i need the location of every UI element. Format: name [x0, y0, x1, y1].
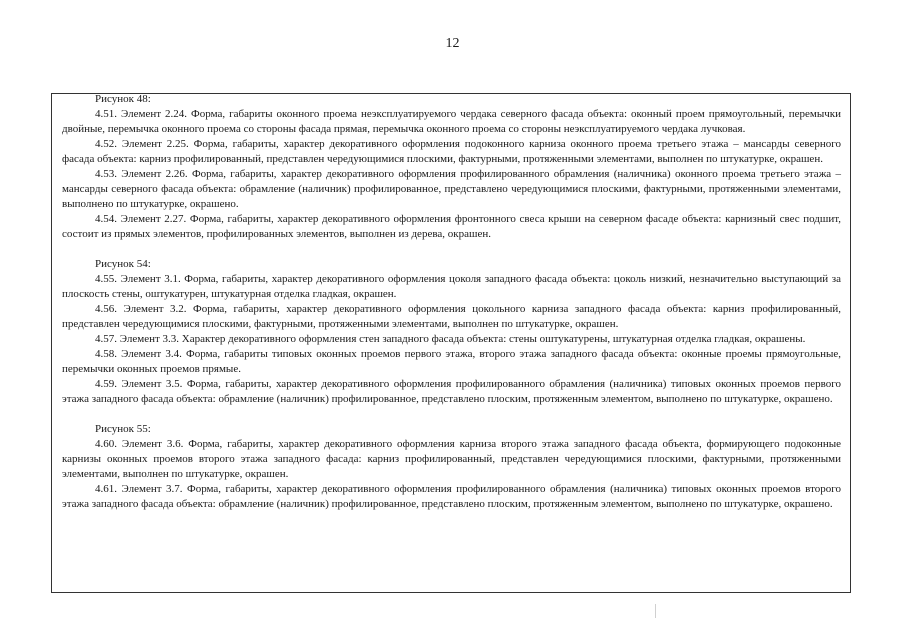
paragraph-4-55: 4.55. Элемент 3.1. Форма, габариты, характер декоративного оформления цоколя западного фасада объекта: цоколь низкий, незначительно выступающий за плоскость стены, оштукатурен, штукатурная отделка гладкая, окрашен. — [62, 273, 841, 300]
paragraph-4-58: 4.58. Элемент 3.4. Форма, габариты типовых оконных проемов первого этажа, второго этажа западного фасада объекта: оконные проемы прямоугольные, перемычки оконных проемов прямые. — [62, 348, 841, 375]
section-figure-54 — [62, 257, 841, 407]
paragraph-4-57: 4.57. Элемент 3.3. Характер декоративного оформления стен западного фасада объекта: стены оштукатурены, штукатурная отделка гладкая, окрашены. — [95, 333, 806, 345]
page-number: 12 — [445, 36, 460, 51]
paragraph-4-60: 4.60. Элемент 3.6. Форма, габариты, характер декоративного оформления карниза второго этажа западного фасада объекта, формирующего подоконные карнизы оконных проемов второго этажа западного фасада: карниз профилированный, представлен чередующимися плоскими, фактурными, протяженными элементами, выполнен по штукатурке, окрашен. — [62, 438, 841, 480]
figure-caption: Рисунок 55: — [95, 423, 151, 435]
section-figure-55 — [62, 422, 841, 512]
paragraph-4-56: 4.56. Элемент 3.2. Форма, габариты, характер декоративного оформления цокольного карниза западного фасада объекта: карниз профилированный, представлен чередующимися плоскими, фактурными, протяженными элементами, выполнен по штукатурке, окрашен. — [62, 303, 841, 330]
document-body — [62, 92, 841, 512]
scan-mark — [655, 604, 656, 618]
section-figure-48 — [62, 92, 841, 242]
paragraph-4-51: 4.51. Элемент 2.24. Форма, габариты оконного проема неэксплуатируемого чердака северного фасада объекта: оконный проем прямоугольный, перемычки двойные, перемычка оконного проема со стороны фасада прямая, перемычка оконного проема со стороны неэксплуатируемого чердака лучковая. — [62, 108, 841, 135]
paragraph-4-52: 4.52. Элемент 2.25. Форма, габариты, характер декоративного оформления подоконного карниза оконного проема третьего этажа – мансарды северного фасада объекта: карниз профилированный, представлен чередующимися плоскими, фактурными, протяженными элементами, выполнен по штукатурке, окрашен. — [62, 138, 841, 165]
paragraph-4-61: 4.61. Элемент 3.7. Форма, габариты, характер декоративного оформления профилированного обрамления (наличника) типовых оконных проемов второго этажа западного фасада объекта: обрамление (наличник) профилированное, представлено плоским, протяженным элементом, выполнено по штукатурке, окрашено. — [62, 483, 841, 510]
figure-caption: Рисунок 54: — [95, 258, 151, 270]
paragraph-4-53: 4.53. Элемент 2.26. Форма, габариты, характер декоративного оформления профилированного обрамления (наличника) оконного проема третьего этажа – мансарды северного фасада объекта: обрамление (наличник) профилированное, представлено чередующимися плоскими, фактурными, протяженными элементами, выполнено по штукатурке, окрашено. — [62, 168, 841, 210]
paragraph-4-54: 4.54. Элемент 2.27. Форма, габариты, характер декоративного оформления фронтонного свеса крыши на северном фасаде объекта: карнизный свес подшит, состоит из прямых элементов, профилированных элементов, выполнен из дерева, окрашен. — [62, 213, 841, 240]
paragraph-4-59: 4.59. Элемент 3.5. Форма, габариты, характер декоративного оформления профилированного обрамления (наличника) типовых оконных проемов первого этажа западного фасада объекта: обрамление (наличник) профилированное, представлено плоским, протяженным элементом, выполнено по штукатурке, окрашено. — [62, 378, 841, 405]
figure-caption: Рисунок 48: — [95, 93, 151, 105]
